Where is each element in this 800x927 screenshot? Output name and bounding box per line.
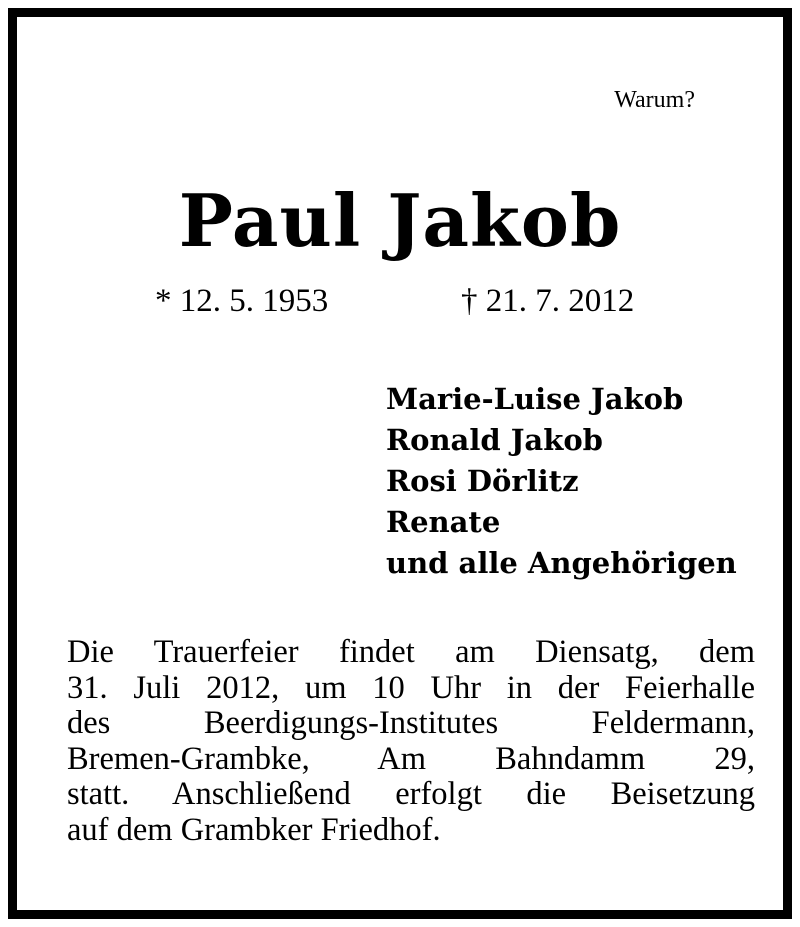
mourner-name: Renate (386, 505, 501, 539)
funeral-announcement (67, 635, 755, 848)
mourner-name: Ronald Jakob (386, 423, 603, 457)
deceased-name: Paul Jakob (178, 178, 622, 263)
death-date: † 21. 7. 2012 (461, 283, 635, 319)
announcement-line: statt. Anschließend erfolgt die Beisetzung (67, 776, 755, 812)
mourners-list (386, 379, 737, 584)
birth-date: * 12. 5. 1953 (155, 283, 329, 319)
announcement-line: auf dem Grambker Friedhof. (67, 811, 441, 848)
motto-text: Warum? (614, 87, 695, 113)
announcement-line: Die Trauerfeier findet am Diensatg, dem (67, 634, 755, 670)
announcement-line: 31. Juli 2012, um 10 Uhr in der Feierhalle (67, 669, 755, 706)
mourner-name: und alle Angehörigen (386, 546, 737, 580)
mourner-name: Marie-Luise Jakob (386, 382, 684, 416)
obituary-notice (8, 8, 792, 919)
announcement-line: des Beerdigungs-Institutes Feldermann, (67, 705, 755, 741)
mourner-name: Rosi Dörlitz (386, 464, 579, 498)
announcement-line: Bremen-Grambke, Am Bahndamm 29, (67, 740, 755, 777)
